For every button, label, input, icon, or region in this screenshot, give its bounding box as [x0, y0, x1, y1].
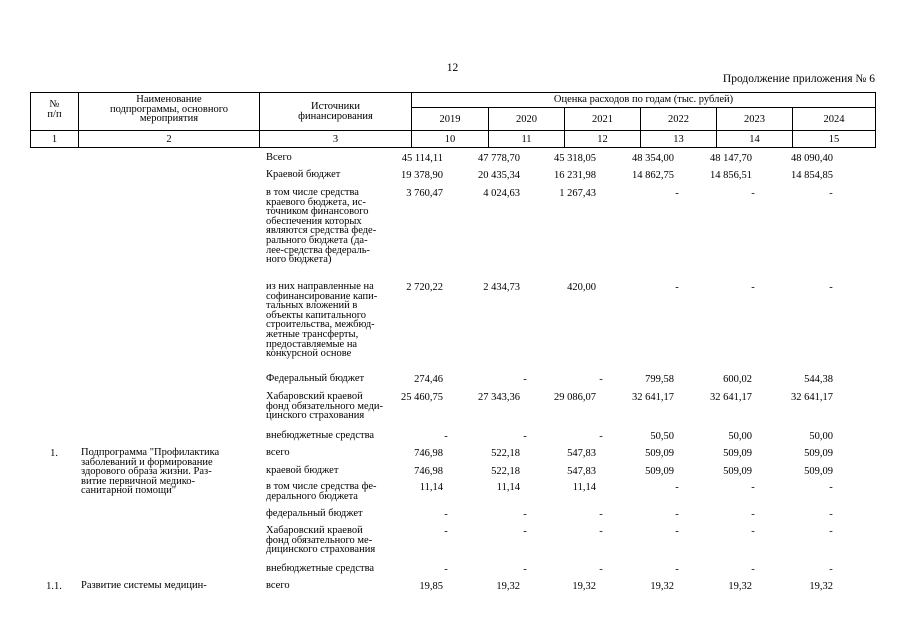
row-value-2020: 522,18 — [491, 448, 520, 459]
row-value-2020: 27 343,36 — [478, 392, 520, 403]
header-name: Наименование подпрограммы, основного мероприятия — [109, 94, 228, 124]
row-value-2019: - — [444, 564, 448, 575]
row-value-2023: 14 856,51 — [710, 170, 752, 181]
row-value-2021: 16 231,98 — [554, 170, 596, 181]
row-value-2019: - — [444, 431, 448, 442]
row-value-2023: 32 641,17 — [710, 392, 752, 403]
row-value-2022: - — [675, 509, 679, 520]
row-value-2021: 29 086,07 — [554, 392, 596, 403]
row-value-2021: - — [599, 526, 603, 537]
row-value-2022: 14 862,75 — [632, 170, 674, 181]
row-value-2023: - — [751, 188, 755, 199]
row-number: 1.1. — [46, 581, 62, 592]
row-value-2019: 3 760,47 — [406, 188, 443, 199]
row-source: Всего — [266, 152, 292, 163]
row-value-2021: - — [599, 564, 603, 575]
row-value-2024: - — [829, 188, 833, 199]
row-value-2024: 509,09 — [804, 466, 833, 477]
header-number: № п/п — [47, 99, 62, 120]
row-value-2023: 600,02 — [723, 374, 752, 385]
row-value-2022: - — [675, 526, 679, 537]
row-value-2022: 32 641,17 — [632, 392, 674, 403]
row-source: внебюджетные средства — [266, 563, 375, 574]
col-num-2: 2 — [166, 134, 172, 145]
row-value-2022: 509,09 — [645, 448, 674, 459]
row-value-2020: - — [523, 526, 527, 537]
year-2020: 2020 — [516, 114, 537, 125]
row-value-2020: 4 024,63 — [483, 188, 520, 199]
row-value-2020: - — [523, 431, 527, 442]
row-value-2022: 799,58 — [645, 374, 674, 385]
row-value-2019: 45 114,11 — [401, 153, 443, 164]
row-value-2021: 547,83 — [567, 448, 596, 459]
row-value-2019: 11,14 — [419, 482, 443, 493]
col-num-15: 15 — [828, 134, 840, 145]
row-value-2022: - — [675, 188, 679, 199]
row-name: Подпрограмма "Профилактика заболеваний и формирование здорового образа жизни. Раз- витие первичной медико- санитарной помощи" — [81, 447, 220, 497]
row-value-2019: 746,98 — [414, 448, 443, 459]
row-value-2022: 509,09 — [645, 466, 674, 477]
row-value-2021: 45 318,05 — [554, 153, 596, 164]
row-source: Хабаровский краевой фонд обязательного меди- цинского страхования — [266, 391, 384, 422]
row-value-2023: - — [751, 509, 755, 520]
row-value-2021: 547,83 — [567, 466, 596, 477]
row-value-2024: - — [829, 282, 833, 293]
col-num-13: 13 — [673, 134, 684, 145]
row-value-2021: 11,14 — [572, 482, 596, 493]
row-value-2021: - — [599, 509, 603, 520]
col-num-12: 12 — [597, 134, 608, 145]
row-value-2022: - — [675, 482, 679, 493]
row-value-2020: - — [523, 564, 527, 575]
row-value-2024: 48 090,40 — [791, 153, 833, 164]
year-2021: 2021 — [592, 114, 613, 125]
row-value-2023: - — [751, 564, 755, 575]
row-value-2020: 2 434,73 — [483, 282, 520, 293]
row-value-2021: - — [599, 374, 603, 385]
row-value-2024: - — [829, 564, 833, 575]
year-2019: 2019 — [439, 114, 461, 125]
row-source: федеральный бюджет — [266, 508, 363, 519]
row-value-2023: 19,32 — [728, 581, 752, 592]
col-num-11: 11 — [521, 134, 532, 145]
row-value-2022: 50,50 — [650, 431, 674, 442]
row-value-2019: 746,98 — [414, 466, 443, 477]
row-value-2024: 509,09 — [804, 448, 833, 459]
row-value-2020: - — [523, 509, 527, 520]
row-value-2023: - — [751, 482, 755, 493]
row-value-2024: 14 854,85 — [791, 170, 833, 181]
row-value-2021: 420,00 — [567, 282, 596, 293]
col-num-10: 10 — [444, 134, 456, 145]
row-source: из них направленные на софинансирование капи- тальных вложений в объекты капитального строительства, межбюд- жетные трансферты, предоставляемые на конкурсной основе — [266, 281, 378, 360]
row-source: внебюджетные средства — [266, 430, 375, 441]
row-value-2024: 19,32 — [809, 581, 833, 592]
row-value-2023: 50,00 — [728, 431, 752, 442]
row-value-2019: - — [444, 509, 448, 520]
row-value-2024: 32 641,17 — [791, 392, 833, 403]
row-value-2019: 19,85 — [419, 581, 443, 592]
header-sources: Источники финансирования — [298, 101, 373, 122]
row-source: краевой бюджет — [266, 465, 339, 476]
row-value-2020: 522,18 — [491, 466, 520, 477]
row-value-2024: - — [829, 526, 833, 537]
row-value-2021: - — [599, 431, 603, 442]
row-value-2019: 274,46 — [414, 374, 443, 385]
row-value-2021: 19,32 — [572, 581, 596, 592]
col-num-14: 14 — [749, 134, 760, 145]
row-value-2021: 1 267,43 — [559, 188, 596, 199]
page-number: 12 — [446, 62, 459, 74]
year-2023: 2023 — [744, 114, 765, 125]
row-value-2022: - — [675, 282, 679, 293]
row-source: Краевой бюджет — [266, 169, 341, 180]
row-value-2020: 19,32 — [496, 581, 520, 592]
row-value-2023: 48 147,70 — [710, 153, 752, 164]
row-value-2020: 47 778,70 — [478, 153, 520, 164]
row-value-2024: 544,38 — [804, 374, 833, 385]
row-value-2019: - — [444, 526, 448, 537]
col-num-1: 1 — [51, 134, 58, 145]
row-value-2022: 19,32 — [650, 581, 674, 592]
row-source: Федеральный бюджет — [266, 373, 365, 384]
col-num-3: 3 — [332, 134, 339, 145]
row-value-2023: - — [751, 282, 755, 293]
row-source: всего — [266, 580, 290, 591]
header-estimate: Оценка расходов по годам (тыс. рублей) — [553, 94, 734, 105]
row-value-2019: 25 460,75 — [401, 392, 443, 403]
row-number: 1. — [50, 448, 58, 459]
row-value-2023: 509,09 — [723, 448, 752, 459]
year-2024: 2024 — [823, 114, 845, 125]
row-value-2020: 20 435,34 — [478, 170, 520, 181]
row-source: в том числе средства краевого бюджета, ис- точником финансового обеспечения которых являются средства феде- рального бюджета (да- лее-средства федераль- ного бюджета) — [266, 187, 377, 266]
row-value-2020: - — [523, 374, 527, 385]
row-value-2019: 2 720,22 — [406, 282, 443, 293]
row-source: в том числе средства фе- дерального бюджета — [266, 481, 377, 502]
table-header — [30, 92, 876, 148]
row-value-2023: - — [751, 526, 755, 537]
appendix-label: Продолжение приложения № 6 — [722, 73, 875, 85]
row-value-2023: 509,09 — [723, 466, 752, 477]
row-value-2024: 50,00 — [809, 431, 833, 442]
row-source: всего — [266, 447, 290, 458]
year-2022: 2022 — [668, 114, 689, 125]
row-value-2022: 48 354,00 — [632, 153, 674, 164]
row-value-2022: - — [675, 564, 679, 575]
row-value-2019: 19 378,90 — [401, 170, 443, 181]
row-source: Хабаровский краевой фонд обязательного ме- дицинского страхования — [266, 525, 376, 556]
row-name: Развитие системы медицин- — [81, 580, 207, 591]
row-value-2024: - — [829, 509, 833, 520]
row-value-2020: 11,14 — [496, 482, 520, 493]
row-value-2024: - — [829, 482, 833, 493]
